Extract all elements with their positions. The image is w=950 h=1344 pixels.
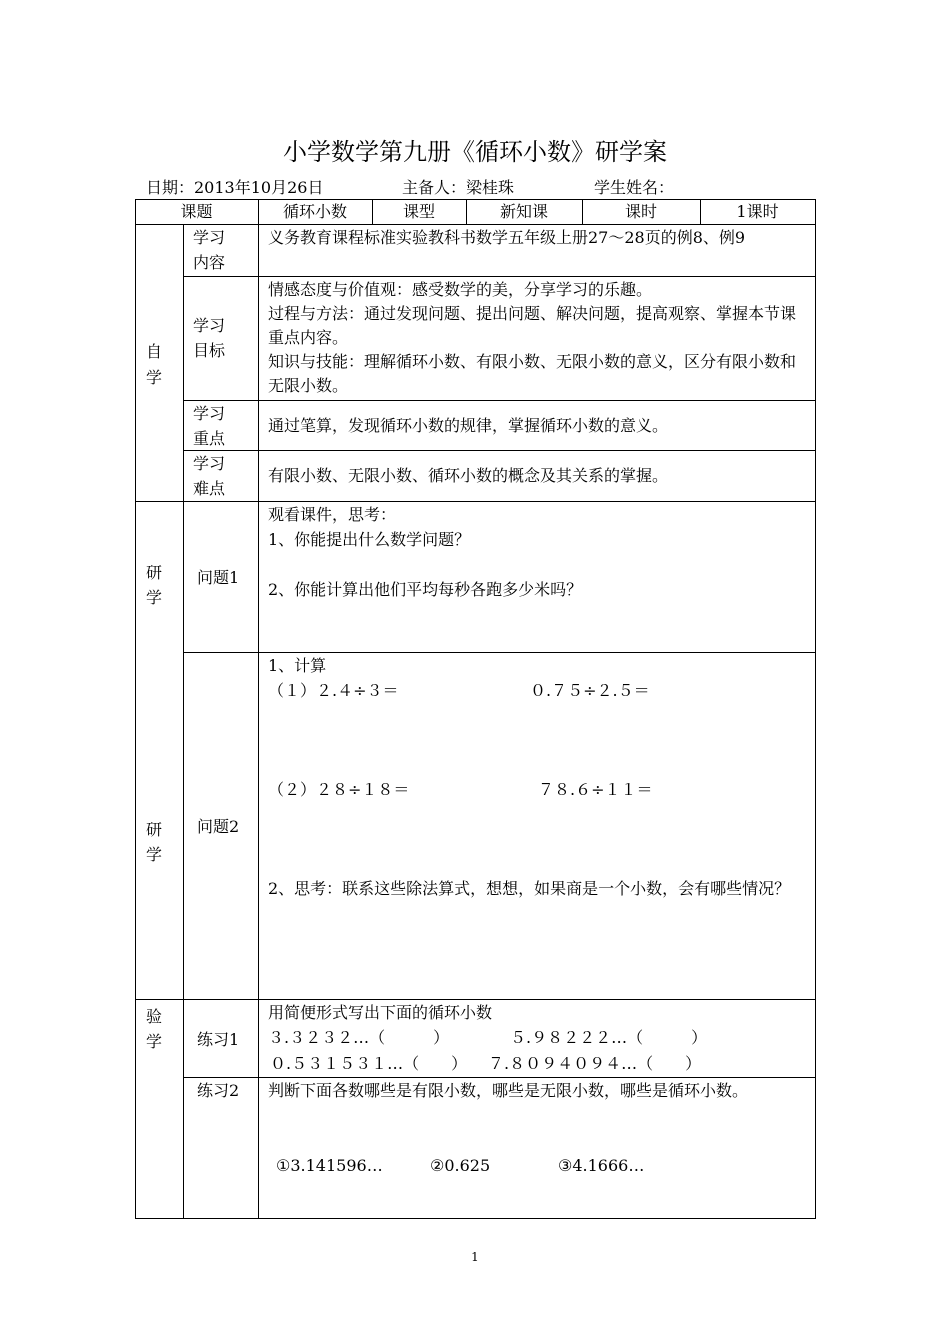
exercise1-item2: ５.９８２２２…（ ） xyxy=(510,1028,708,1047)
content-label-2: 内容 xyxy=(193,253,226,272)
type-label: 课型 xyxy=(402,202,435,221)
exercise2-text: 判断下面各数哪些是有限小数，哪些是无限小数，哪些是循环小数。 xyxy=(268,1081,749,1100)
section-label-self-top: 自 xyxy=(146,342,163,361)
key-text: 通过笔算，发现循环小数的规律，掌握循环小数的意义。 xyxy=(268,416,669,435)
hours-value: 1课时 xyxy=(736,202,779,221)
key-label-2: 重点 xyxy=(193,429,226,448)
key-label-1: 学习 xyxy=(193,404,226,423)
calc-2-left: （２）２８÷１８＝ xyxy=(268,780,410,799)
question2-heading: 1、计算 xyxy=(268,656,327,675)
difficult-label-2: 难点 xyxy=(193,479,226,498)
difficult-label-1: 学习 xyxy=(193,454,226,473)
exercise1-heading: 用简便形式写出下面的循环小数 xyxy=(268,1003,493,1022)
exercise2-item2: ②0.625 xyxy=(430,1156,491,1175)
calc-1-right: ０.７５÷２.５＝ xyxy=(530,681,650,700)
exercise1-item1: ３.３２３２…（ ） xyxy=(268,1028,450,1047)
topic-value: 循环小数 xyxy=(282,202,347,221)
section-label-verify-top: 验 xyxy=(146,1007,163,1026)
exercise1-item3: ０.５３１５３１…（ ） xyxy=(270,1054,468,1073)
calc-2-right: ７８.６÷１１＝ xyxy=(538,780,653,799)
exercise2-item3: ③4.1666… xyxy=(558,1156,645,1175)
goal-knowledge: 知识与技能：理解循环小数、有限小数、无限小数的意义，区分有限小数和无限小数。 xyxy=(268,352,797,395)
goal-emotion: 情感态度与价值观：感受数学的美，分享学习的乐趣。 xyxy=(268,280,653,299)
question1-item1: 1、你能提出什么数学问题？ xyxy=(268,530,471,549)
question2-think: 2、思考：联系这些除法算式，想想，如果商是一个小数，会有哪些情况？ xyxy=(268,879,791,898)
date-field: 日期：2013年10月26日 xyxy=(146,178,324,197)
section-label-study1-top: 研 xyxy=(146,563,163,582)
question1-item2: 2、你能计算出他们平均每秒各跑多少米吗？ xyxy=(268,580,583,599)
student-name-field: 学生姓名： xyxy=(594,178,675,197)
question1-label: 问题1 xyxy=(197,568,240,587)
content-text: 义务教育课程标准实验教科书数学五年级上册27～28页的例8、例9 xyxy=(268,228,746,247)
section-label-study2-bottom: 学 xyxy=(146,845,163,864)
section-label-verify-bottom: 学 xyxy=(146,1032,163,1051)
exercise1-label: 练习1 xyxy=(197,1030,240,1049)
exercise2-item1: ①3.141596… xyxy=(276,1156,383,1175)
question2-label: 问题2 xyxy=(197,817,240,836)
goals-label-1: 学习 xyxy=(193,316,226,335)
hours-label: 课时 xyxy=(624,202,657,221)
type-value: 新知课 xyxy=(499,202,548,221)
preparer-field: 主备人：梁桂珠 xyxy=(402,178,515,197)
page-number: 1 xyxy=(471,1250,479,1264)
topic-label: 课题 xyxy=(180,202,213,221)
content-label-1: 学习 xyxy=(193,228,226,247)
difficult-text: 有限小数、无限小数、循环小数的概念及其关系的掌握。 xyxy=(268,466,669,485)
goal-process: 过程与方法：通过发现问题、提出问题、解决问题，提高观察、掌握本节课重点内容。 xyxy=(268,304,797,347)
exercise1-item4: ７.８０９４０９４…（ ） xyxy=(488,1054,702,1073)
question1-intro: 观看课件，思考： xyxy=(268,505,397,524)
calc-1-left: （１）２.４÷３＝ xyxy=(268,681,399,700)
section-label-study2-top: 研 xyxy=(146,820,163,839)
goals-list xyxy=(268,278,810,398)
section-label-study1-bottom: 学 xyxy=(146,588,163,607)
exercise2-label: 练习2 xyxy=(197,1081,240,1100)
document-title: 小学数学第九册《循环小数》研学案 xyxy=(283,138,667,166)
goals-label-2: 目标 xyxy=(193,341,226,360)
section-label-self-bottom: 学 xyxy=(146,368,163,387)
